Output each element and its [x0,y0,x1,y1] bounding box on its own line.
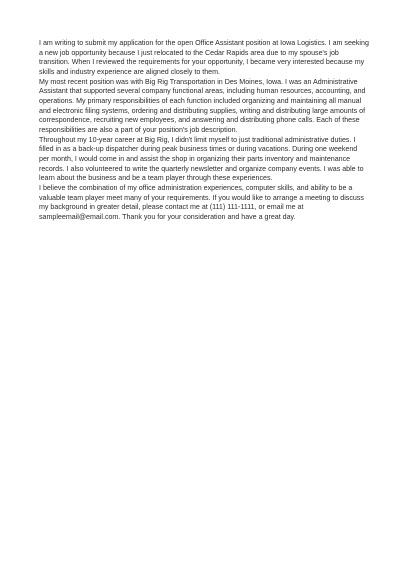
letter-paragraph-career: Throughout my 10-year career at Big Rig, I didn't limit myself to just traditional administrative duties. I filled in as a back-up dispatcher during peak business times or during vacations. During one weekend per month, I would come in and assist the shop in organizing their parts inventory and maintenance records. I also volunteered to write the quarterly newsletter and organize company events. I was able to learn about the business and be a team player through these experiences. [39,135,364,183]
letter-paragraph-intro: I am writing to submit my application for the open Office Assistant position at Iowa Logistics. I am seeking a new job opportunity because I just relocated to the Cedar Rapids area due to my spouse's job transition. When I reviewed the requirements for your opportunity, I became very interested because my skills and industry experience are aligned closely to them. [39,39,369,76]
cover-letter-body [39,39,369,222]
letter-paragraph-recent-position: My most recent position was with Big Rig Transportation in Des Moines, Iowa. I was an Administrative Assistant that supported several company functional areas, including human resources, accounting, and operations. My primary responsibilities of each function included organizing and maintaining all manual and electronic filing systems, ordering and distributing supplies, writing and distributing large amounts of correspondence, recruiting new employees, and answering and distributing phone calls. Each of these responsibilities are also a part of your position's job description. [39,77,366,134]
letter-paragraph-closing: I believe the combination of my office administration experiences, computer skills, and ability to be a valuable team player meet many of your requirements. If you would like to arrange a meeting to discuss my background in greater detail, please contact me at (111) 111-1111, or email me at sampleemail@email.com. Thank you for your consideration and have a great day. [39,183,364,221]
